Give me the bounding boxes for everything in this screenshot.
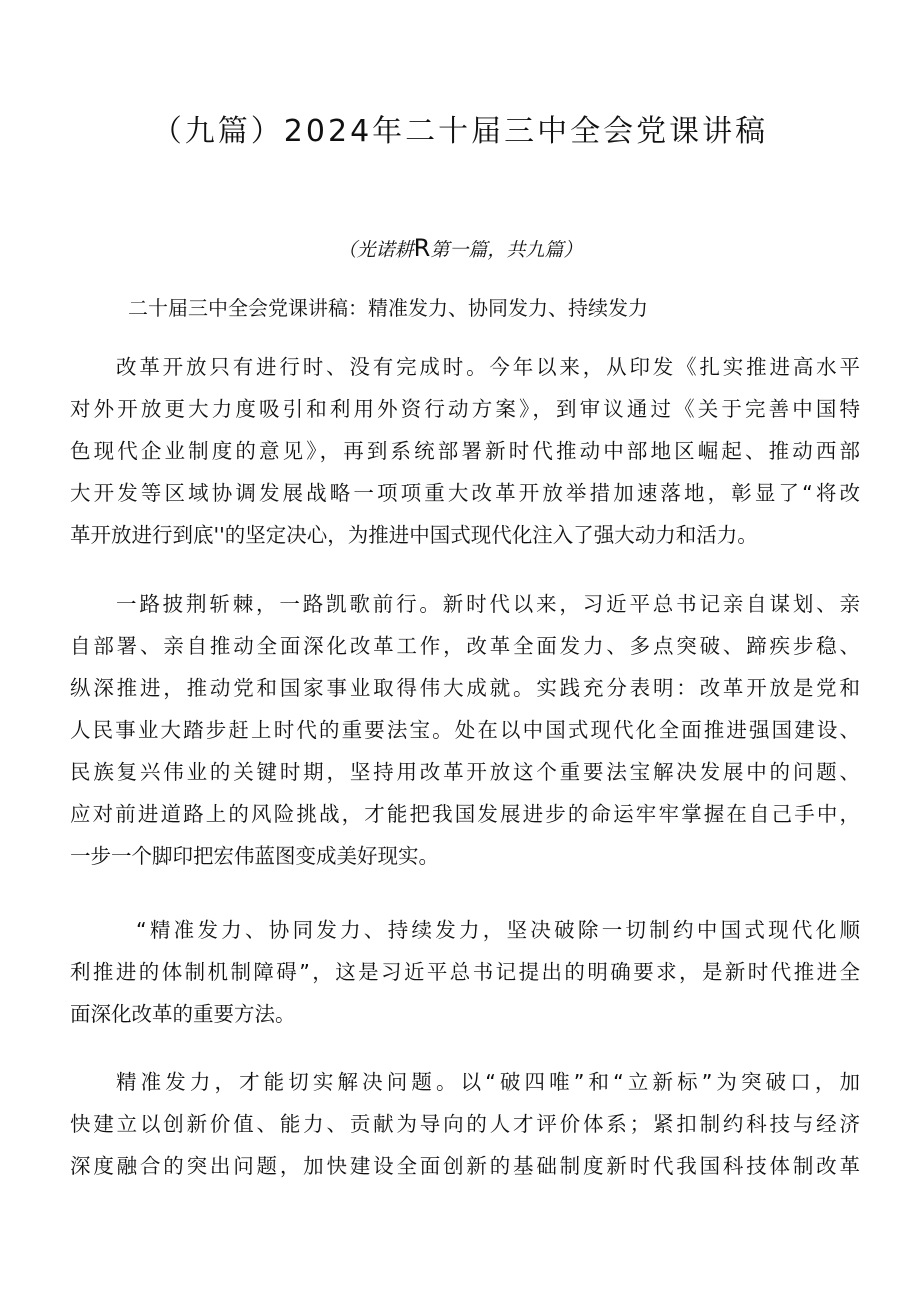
paragraph-line: 一步一个脚印把宏伟蓝图变成美好现实。: [70, 844, 439, 868]
paragraph-line: 利推进的体制机制障碍”，这是习近平总书记提出的明确要求，是新时代推进全: [70, 960, 860, 984]
paragraph-line: 精准发力，才能切实解决问题。以“破四唯”和“立新标”为突破口，加: [116, 1070, 860, 1094]
paragraph-line: 色现代企业制度的意见》，再到系统部署新时代推动中部地区崛起、推动西部: [70, 439, 860, 463]
subtitle-letter: R: [413, 234, 431, 262]
document-title: （九篇）2024年二十届三中全会党课讲稿: [151, 114, 769, 149]
subtitle-suffix: 第一篇，共九篇）: [430, 239, 583, 261]
paragraph-line: “精准发力、协同发力、持续发力，坚决破除一切制约中国式现代化顺: [136, 918, 860, 942]
paragraph-line: 对外开放更大力度吸引和利用外资行动方案》，到审议通过《关于完善中国特: [70, 397, 860, 421]
paragraph-2: [70, 583, 860, 877]
subtitle-prefix: （光诺耕: [337, 239, 414, 261]
paragraph-line: 民族复兴伟业的关键时期，坚持用改革开放这个重要法宝解决发展中的问题、: [70, 760, 860, 784]
paragraph-3: [70, 909, 860, 1035]
paragraph-line: 自部署、亲自推动全面深化改革工作，改革全面发力、多点突破、蹄疾步稳、: [70, 634, 860, 658]
paragraph-line: 应对前进道路上的风险挑战，才能把我国发展进步的命运牢牢掌握在自己手中，: [70, 802, 860, 826]
paragraph-line: 大开发等区域协调发展战略一项项重大改革开放举措加速落地，彰显了“将改: [70, 481, 860, 505]
paragraph-line: 快建立以创新价值、能力、贡献为导向的人才评价体系；紧扣制约科技与经济: [70, 1112, 860, 1136]
paragraph-line: 面深化改革的重要方法。: [70, 1002, 296, 1026]
paragraph-line: 深度融合的突出问题，加快建设全面创新的基础制度新时代我国科技体制改革: [70, 1154, 860, 1178]
paragraph-line: 人民事业大踏步赶上时代的重要法宝。处在以中国式现代化全面推进强国建设、: [70, 718, 860, 742]
paragraph-line: 改革开放只有进行时、没有完成时。今年以来，从印发《扎实推进高水平: [116, 355, 860, 379]
paragraph-1: [70, 346, 860, 556]
paragraph-line: 革开放进行到底''的坚定决心，为推进中国式现代化注入了强大动力和活力。: [70, 523, 758, 547]
document-subtitle: [0, 234, 920, 262]
paragraph-line: 纵深推进，推动党和国家事业取得伟大成就。实践充分表明：改革开放是党和: [70, 676, 860, 700]
section-heading: 二十届三中全会党课讲稿：精准发力、协同发力、持续发力: [128, 296, 648, 320]
paragraph-line: 一路披荆斩棘，一路凯歌前行。新时代以来，习近平总书记亲自谋划、亲: [116, 592, 860, 616]
paragraph-4: [70, 1061, 860, 1187]
